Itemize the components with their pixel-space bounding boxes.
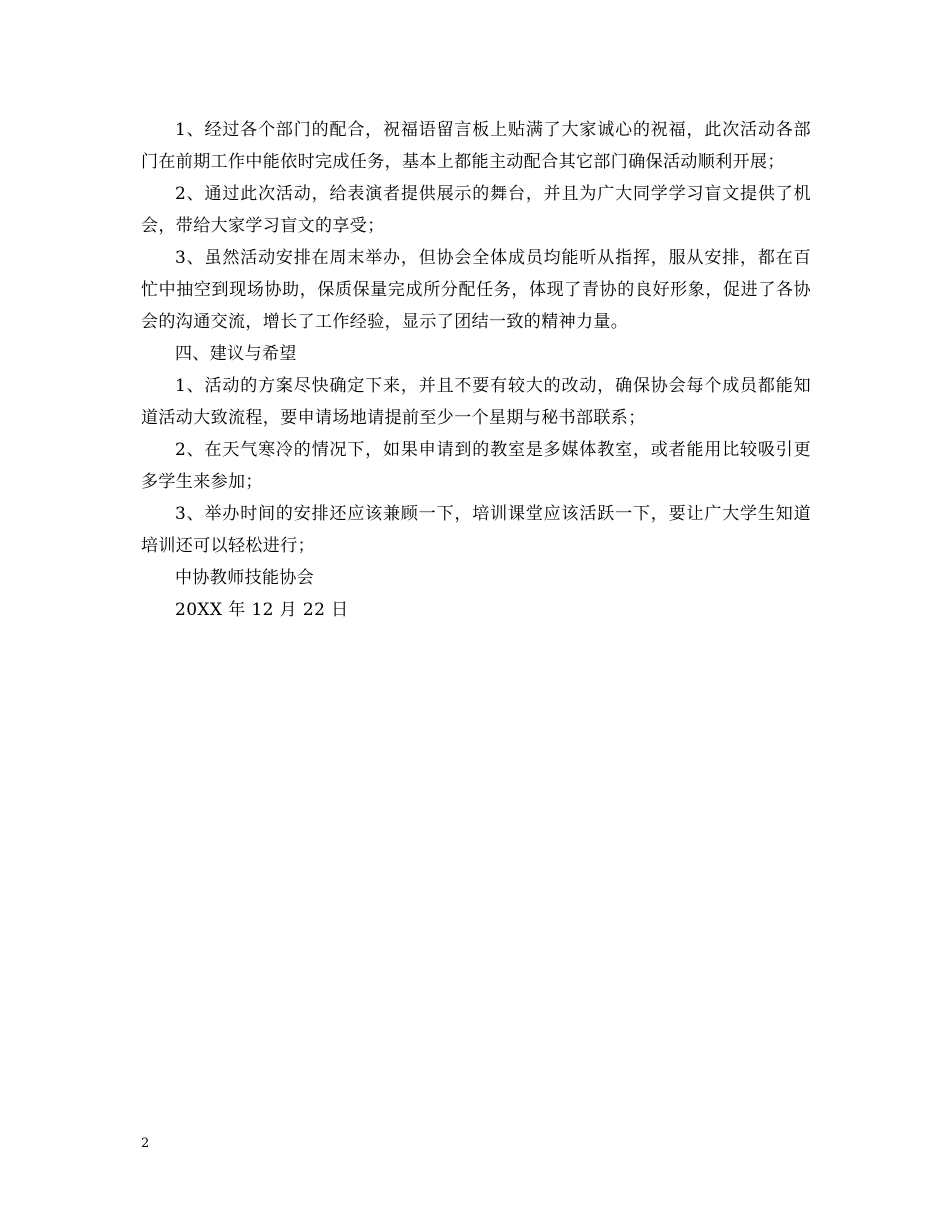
- section-heading-suggestions: 四、建议与希望: [175, 344, 297, 364]
- paragraph-result-1: 1、经过各个部门的配合，祝福语留言板上贴满了大家诚心的祝福，此次活动各部门在前期工作中能依时完成任务，基本上都能主动配合其它部门确保活动顺利开展；: [141, 120, 811, 172]
- paragraph-suggestion-3: 3、举办时间的安排还应该兼顾一下，培训课堂应该活跃一下，要让广大学生知道培训还可以轻松进行；: [141, 504, 811, 556]
- paragraph-result-2: 2、通过此次活动，给表演者提供展示的舞台，并且为广大同学学习盲文提供了机会，带给大家学习盲文的享受；: [141, 184, 811, 236]
- page-number: 2: [141, 1136, 150, 1151]
- paragraph-result-3: 3、虽然活动安排在周末举办，但协会全体成员均能听从指挥，服从安排，都在百忙中抽空到现场协助，保质保量完成所分配任务，体现了青协的良好形象，促进了各协会的沟通交流，增长了工作经验，显示了团结一致的精神力量。: [141, 248, 811, 332]
- signature-organization: 中协教师技能协会: [175, 568, 315, 588]
- document-body: [141, 114, 811, 626]
- signature-date: 20XX 年 12 月 22 日: [175, 600, 349, 620]
- paragraph-suggestion-1: 1、活动的方案尽快确定下来，并且不要有较大的改动，确保协会每个成员都能知道活动大致流程，要申请场地请提前至少一个星期与秘书部联系；: [141, 376, 811, 428]
- paragraph-suggestion-2: 2、在天气寒冷的情况下，如果申请到的教室是多媒体教室，或者能用比较吸引更多学生来参加；: [141, 440, 811, 492]
